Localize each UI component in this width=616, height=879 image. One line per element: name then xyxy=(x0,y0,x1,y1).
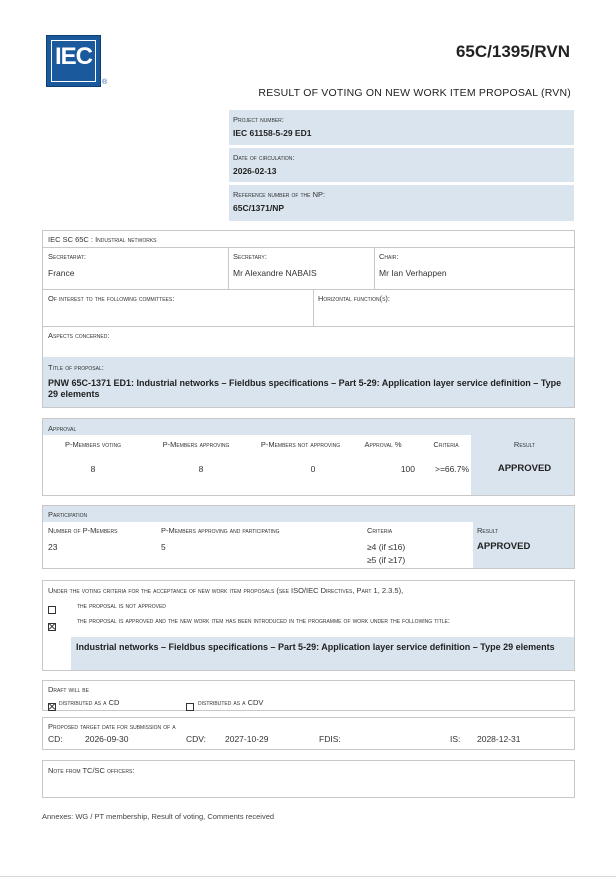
circulation-date-label: Date of circulation: xyxy=(233,153,295,162)
approval-not-approving-value: 0 xyxy=(310,464,316,474)
approval-approving-value: 8 xyxy=(198,464,204,474)
secretariat-value: France xyxy=(48,268,75,278)
work-item-title-box xyxy=(71,637,574,670)
proposal-title-label: Title of proposal: xyxy=(48,363,104,372)
committee-name: IEC SC 65C : Industrial networks xyxy=(48,235,157,244)
np-reference-value: 65C/1371/NP xyxy=(233,203,285,213)
circulation-date-box xyxy=(229,148,574,182)
document-subtitle: RESULT OF VOTING ON NEW WORK ITEM PROPOSAL (RVN) xyxy=(258,87,571,99)
participation-block xyxy=(42,505,575,569)
target-dates-block xyxy=(42,717,575,750)
target-cd-value: 2026-09-30 xyxy=(85,734,129,744)
chair-value: Mr Ian Verhappen xyxy=(379,268,447,278)
approval-criteria-value: >=66.7% xyxy=(435,464,470,474)
target-cdv-value: 2027-10-29 xyxy=(225,734,269,744)
approval-header-voting: P-Members voting xyxy=(64,440,122,449)
np-reference-label: Reference number of the NP: xyxy=(233,190,326,199)
project-number-label: Project number: xyxy=(233,115,284,124)
horizontal-function-label: Horizontal function(s): xyxy=(318,294,390,303)
checkbox-approved[interactable] xyxy=(48,618,56,636)
secretary-value: Mr Alexandre NABAIS xyxy=(233,268,317,278)
project-number-value: IEC 61158-5-29 ED1 xyxy=(233,128,312,138)
participation-result-value: APPROVED xyxy=(477,541,531,552)
work-item-title: Industrial networks – Fieldbus specifications – Part 5-29: Application layer service definition – Type 29 elements xyxy=(76,642,555,652)
proposal-title-box xyxy=(43,357,574,407)
approval-block xyxy=(42,418,575,496)
aspects-concerned-label: Aspects concerned: xyxy=(48,331,110,340)
participation-criteria-1: ≥4 (if ≤16) xyxy=(367,542,406,552)
checkbox-cd[interactable] xyxy=(48,698,56,716)
participation-header-result: Result xyxy=(477,526,499,535)
target-fdis-label: FDIS: xyxy=(319,734,341,744)
approval-header-approving: P-Members approving xyxy=(162,440,230,449)
note-label: Note from TC/SC officers: xyxy=(48,766,135,775)
target-cdv-label: CDV: xyxy=(186,734,206,744)
approval-header-criteria: Criteria xyxy=(433,440,459,449)
draft-cd-label: distributed as a CD xyxy=(59,698,120,707)
approval-percent-value: 100 xyxy=(400,464,415,474)
document-number: 65C/1395/RVN xyxy=(455,42,570,61)
participation-label: Participation xyxy=(48,510,88,519)
decision-intro: Under the voting criteria for the acceptance of new work item proposals (see ISO/IEC Directives, Part 1, 2.3.5), xyxy=(48,586,404,595)
chair-label: Chair: xyxy=(379,252,399,261)
np-reference-box xyxy=(229,185,574,221)
interest-committees-label: Of interest to the following committees: xyxy=(48,294,175,303)
participation-header-approving: P-Members approving and participating xyxy=(161,526,280,535)
logo-text: IEC xyxy=(54,43,92,70)
option-not-approved-label: the proposal is not approved xyxy=(77,601,166,610)
target-is-label: IS: xyxy=(450,734,461,744)
decision-block xyxy=(42,580,575,671)
target-cd-label: CD: xyxy=(48,734,63,744)
draft-label: Draft will be xyxy=(48,685,89,694)
secretary-label: Secretary: xyxy=(233,252,267,261)
participation-header-criteria: Criteria xyxy=(367,526,393,535)
participation-header-bar xyxy=(43,506,574,522)
page-bottom-rule xyxy=(0,876,616,877)
note-block xyxy=(42,760,575,798)
approval-header-result: Result xyxy=(513,440,536,449)
approval-label: Approval xyxy=(48,424,77,433)
approval-result-value: APPROVED xyxy=(497,463,552,474)
checkbox-not-approved[interactable] xyxy=(48,601,56,619)
draft-block xyxy=(42,680,575,711)
secretariat-label: Secretariat: xyxy=(48,252,87,261)
registered-mark: ® xyxy=(102,79,108,86)
draft-cdv-label: distributed as a CDV xyxy=(198,698,264,707)
committee-block xyxy=(42,230,575,408)
target-dates-label: Proposed target date for submission of a xyxy=(48,722,176,731)
checkbox-cdv[interactable] xyxy=(186,698,194,716)
approval-voting-value: 8 xyxy=(90,464,96,474)
option-approved-label: the proposal is approved and the new work item has been introduced in the programme of work under the following title: xyxy=(77,616,450,625)
circulation-date-value: 2026-02-13 xyxy=(233,166,277,176)
approval-header-not-approving: P-Members not approving xyxy=(260,440,341,449)
annexes-line: Annexes: WG / PT membership, Result of voting, Comments received xyxy=(42,812,275,821)
approval-header-percent: Approval % xyxy=(364,440,402,449)
participation-criteria-2: ≥5 (if ≥17) xyxy=(367,555,406,565)
project-number-box xyxy=(229,110,574,145)
iec-logo xyxy=(46,35,101,87)
participation-approving-value: 5 xyxy=(161,542,166,552)
target-is-value: 2028-12-31 xyxy=(477,734,521,744)
participation-header-number: Number of P-Members xyxy=(48,526,118,535)
participation-number-value: 23 xyxy=(48,542,58,552)
proposal-title-value: PNW 65C-1371 ED1: Industrial networks – Fieldbus specifications – Part 5-29: Application layer service definition – Type 29 elements xyxy=(48,378,562,399)
